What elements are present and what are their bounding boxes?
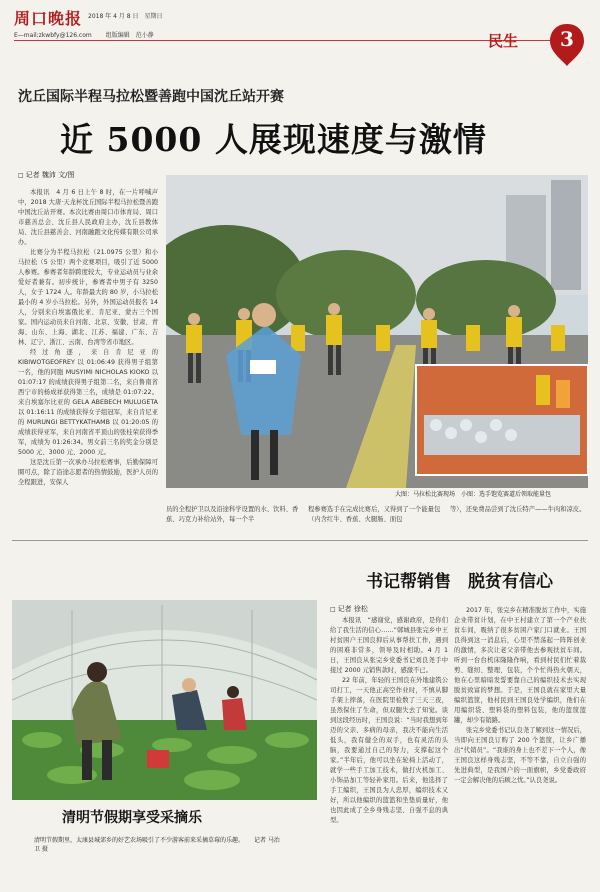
paragraph: 经过角逐，来自肯尼亚的 KIBIWOTGEOFREY 以 01:06:49 获得男子组第一名，他的同胞 MUSYIMI NICHOLAS KIOKO 以 01:07:17 的成绩获得男子组第二名，来自鲁南省西宁市的杨成祥获得第三名，成绩是 01:07:22。来自埃塞尔比亚的 GELA ABEBECH MULUGETA 以 01:16:11 的成绩获得女子组冠军，来自肯尼亚的 MURUNGI BETTYKATHAMB 以 01:20:05 的成绩获得亚军，来自河南省平顶山的张桂荣获得季军，成绩为 01:26:34。男女前三名的奖金分别是 5000 元、3000 元、2000 元。: [18, 349, 158, 456]
header-rule: [14, 40, 570, 41]
story2-col-1: [330, 616, 448, 882]
caption-text: 清明节假期里，太康县城郊乡的好艺农场吸引了不少游客前来采摘草莓的乐趣。: [34, 837, 245, 844]
paragraph: 22 年前，年轻的王国良在外地建筑公司打工，一天他正高空作业时，不慎从脚手架上摔落，在医院里检数了三天三夜，虽然保住了生命，但双腿失去了知觉。谈到这段经历时，王国良说：“当时我想到年迈的父亲、多病的母亲，我决不能向生活低头，我有健全的双手，也有灵活的头脑，我要通过自己的努力，支撑起这个家。”半年后，他可以坐在轮椅上活动了，就学一些手工加工技术，做打火机加工、小饰品加工等轻补家用。后来，他选择了手工编织，王国良为人忠厚，编织技术又好，所以他编织的篮篮和坐垫质量好，他也因此成了全乡身残志坚、自强不息的典型。: [330, 677, 448, 824]
newspaper-logo: 周口晚报: [14, 9, 83, 28]
story1-byline: □ 记者 魏沛 文/图: [18, 171, 75, 179]
page-number: 3: [560, 27, 574, 51]
marathon-photo: [166, 175, 588, 488]
paragraph: 比赛分为半程马拉松（21.0975 公里）和小马拉松（5 公里）两个竞赛项目，吸引了近 5000 人参赛。参赛者年龄跨度较大，专业运动员与业余爱好者兼有。初步统计，参赛者中男子有 3250 人，女子 1724 人。年龄最大的 80 岁，小马拉松最小的 4 岁小马拉松。另外，外国运动员报名 14 人，分别来自埃塞俄比亚、肯尼亚、蒙古三个国家。国内运动员来自河南、北京、安徽、甘肃、青海、山东、上海、湖北、江苏、福建、广东、吉林、辽宁、浙江、云南、台湾等省市地区。: [18, 249, 158, 346]
story3-caption: [34, 836, 284, 854]
story1-cont-col: 程参赛选手在完成比赛后，又得到了一个能量包（内含红牛、香蕉、火腿肠、面包: [308, 506, 441, 523]
story1-body: [18, 188, 158, 504]
story1-cont-col: 等），还免费品尝到了沈丘特产——牛肉和凉皮。: [450, 506, 586, 513]
story2-headline: 书记帮销售 脱贫有信心: [366, 572, 553, 592]
email-text: E—mail:zkwbfy@126.com: [14, 32, 92, 39]
editors-text: 组版编辑 范小静: [105, 32, 154, 39]
issue-date: 2018 年 4 月 8 日 星期日: [88, 13, 163, 20]
strawberry-picking-photo: [12, 600, 317, 800]
paragraph: 张完乡党委书记认良尧了解到这一情况后，当即向王国良订购了 200 个篮筐，让乡广播出“代销员”。“我谁的身上也不差下一个人，像王国良这样身残志坚，不等不靠，自立自强的先进典型，是我国户的一面旗帜，乡党委政府一定会解决他的后顾之忧。”认良尧说。: [454, 727, 586, 784]
story3-headline: 清明节假期享受采摘乐: [62, 810, 202, 826]
contact-email: [14, 30, 154, 39]
story1-subtitle: 沈丘国际半程马拉松暨善跑中国沈丘站开赛: [18, 89, 284, 105]
byline-text: 记者 徐松: [337, 605, 368, 613]
story2-col-2: [454, 606, 586, 882]
byline-text: 记者 魏沛 文/图: [25, 171, 75, 179]
story2-byline: □ 记者 徐松: [330, 605, 368, 613]
story1-cont-col: 员的全程护卫以及沿途科学设置的水、饮料、香蕉、巧克力补给站外，每一个半: [166, 506, 299, 523]
section-title: 民生: [488, 32, 519, 50]
paragraph: 这是沈丘第一次承办马拉松赛事，后勤保障可圈可点，除了沿途志愿者的热情鼓励，医护人员的全程跟进，安保人: [18, 459, 158, 486]
photo-credit: 记者 马治卫 摄: [34, 837, 280, 853]
paragraph: 本报讯 4 月 6 日上午 8 时，在一片呼喊声中，2018 大唐·天龙杯沈丘国际半程马拉松暨善跑中国沈丘站开赛。本次比赛由周口市体育局、周口市慈善总会、沈丘县人民政府主办，沈丘县教体局、沈丘县慈善会、河南融跑文化传媒有限公司承办。: [18, 189, 158, 246]
section-divider: [12, 540, 588, 541]
paragraph: 本报讯 “感谢党，感谢政府，是你们给了我生活的信心……”郸城县张完乡中王村贫困户王国良抑后从事帮扶工作，遇到的困难非常多，领导及时相助。4 月 1 日，王国良从张完乡党委书记刘良尧手中接过 2000 元销售款时，感激不已。: [330, 617, 448, 674]
paragraph: 2017 年，张完乡在精准脱贫工作中，实施企业带贫计划，在中王村建立了第一个产业扶贫车间，吸纳了很多贫困户家门口就业。王国良得到这一消息后，心里不禁荡起一阵阵创业的激情，多次让老父亲带他去参观扶贫车间。听到一台台机床隆隆作响，看到村民们忙着裁剪、缝纫、整理、包装，个个忙得热火朝天，他在心里暗暗发誓要靠自己的编织技术去实现脱贫致富的梦想。于是，王国良就在家里大量编织篮筐，他村民到王国良处学编织，他们在用编织袋、塑料袋的塑料包装，他的篮筐篮罐，却少有销路。: [454, 607, 586, 724]
story1-headline: 近 5000 人展现速度与激情: [60, 120, 487, 159]
main-photo-caption: 大图：马拉松比赛现场 小图：选手饱览赛道后领取能量包: [395, 491, 552, 498]
